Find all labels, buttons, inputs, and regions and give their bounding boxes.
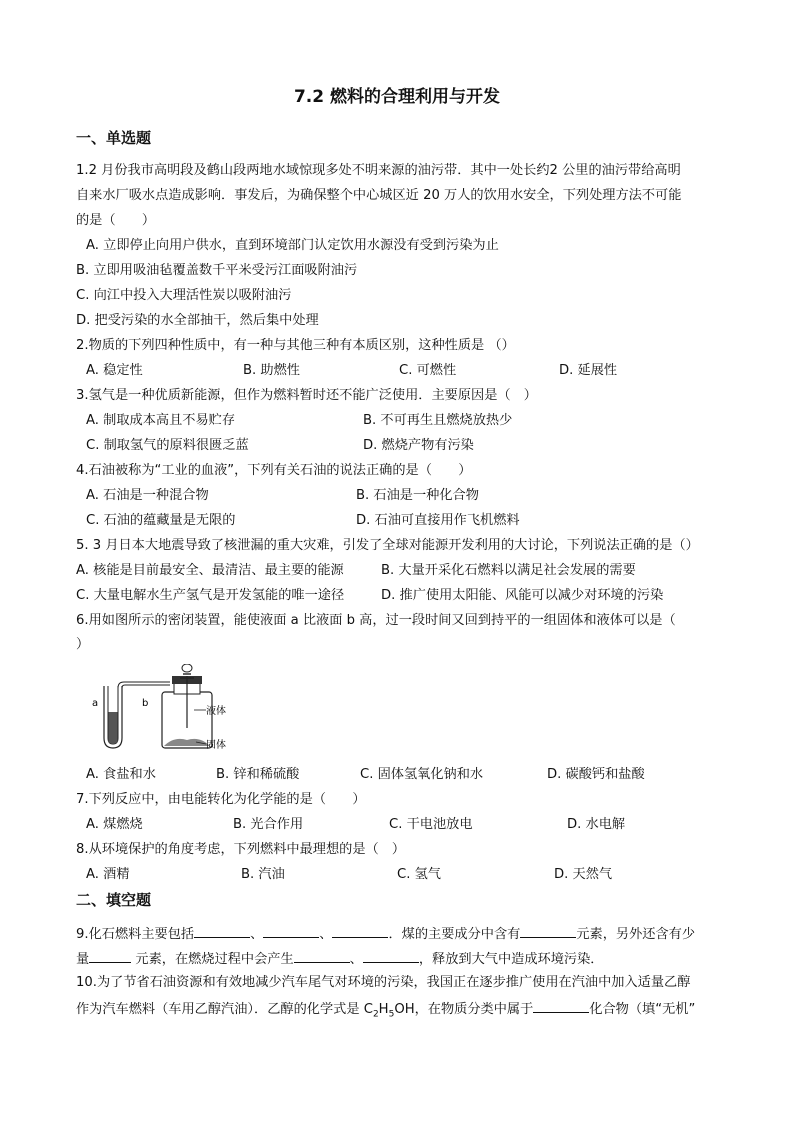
q2-option-b: B. 助燃性 [243,363,300,378]
q6-stem-line2: ） [76,637,90,652]
q9-text-2: ．煤的主要成分中含有 [388,927,521,942]
q6-option-d: D. 碳酸钙和盐酸 [547,767,645,782]
q7-option-c: C. 干电池放电 [389,817,473,832]
u-tube-apparatus-figure [84,664,244,754]
q1-option-b: B. 立即用吸油毡覆盖数千平米受污江面吸附油污 [76,263,358,278]
q9-blank-3[interactable] [332,924,388,938]
q9-blank-5[interactable] [89,949,131,963]
fig-label-solid: 固体 [206,740,226,751]
q10-blank-1[interactable] [533,999,589,1013]
q9-line2 [76,949,603,969]
q10-line2 [76,999,695,1024]
q7-option-d: D. 水电解 [567,817,626,832]
page-title: 7.2 燃料的合理利用与开发 [293,87,501,107]
q10-sub-2: 2 [372,1009,379,1020]
q5-option-c: C. 大量电解水生产氢气是开发氢能的唯一途径 [76,588,345,603]
q3-option-d: D. 燃烧产物有污染 [363,438,474,453]
q3-option-c: C. 制取氢气的原料很匮乏蓝 [86,438,249,453]
q10-sub-5: 5 [388,1009,395,1020]
q9-blank-2[interactable] [263,924,319,938]
q7-option-b: B. 光合作用 [233,817,304,832]
q6-option-c: C. 固体氢氧化钠和水 [360,767,484,782]
q2-stem: 2.物质的下列四种性质中，有一种与其他三种有本质区别，这种性质是 （） [76,338,515,353]
q7-stem: 7.下列反应中，由电能转化为化学能的是（ ） [76,792,366,807]
q2-option-d: D. 延展性 [559,363,618,378]
q9-line1 [76,924,695,944]
q9-text-1: 9.化石燃料主要包括 [76,927,195,942]
q9-blank-1[interactable] [194,924,250,938]
q9-sep-1: 、 [250,927,264,942]
q8-option-c: C. 氢气 [397,867,441,882]
q9-sep-3: 、 [349,952,363,967]
q7-option-a: A. 煤燃烧 [86,817,143,832]
q10-text-2: OH，在物质分类中属于 [394,1002,534,1017]
q4-option-d: D. 石油可直接用作飞机燃料 [356,513,520,528]
q4-option-c: C. 石油的蕴藏量是无限的 [86,513,236,528]
q1-option-d: D. 把受污染的水全部抽干，然后集中处理 [76,313,319,328]
q5-stem: 5. 3 月日本大地震导致了核泄漏的重大灾难，引发了全球对能源开发利用的大讨论，下列说法正确的是（） [76,538,699,553]
q9-blank-7[interactable] [363,949,419,963]
q1-stem-line3: 的是（ ） [76,213,156,228]
q4-stem: 4.石油被称为“工业的血液”，下列有关石油的说法正确的是（ ） [76,463,472,478]
q9-text-4: 量 [76,952,90,967]
q4-option-a: A. 石油是一种混合物 [86,488,209,503]
q3-stem: 3.氢气是一种优质新能源，但作为燃料暂时还不能广泛使用．主要原因是（ ） [76,388,537,403]
q9-blank-4[interactable] [520,924,576,938]
q1-stem-line1: 1.2 月份我市高明段及鹤山段两地水域惊现多处不明来源的油污带．其中一处长约2 公里的油污带给高明 [76,163,681,178]
q8-option-a: A. 酒精 [86,867,130,882]
q4-option-b: B. 石油是一种化合物 [356,488,479,503]
q10-text-3: 化合物（填“无机” [589,1002,696,1017]
section-fill-in: 二、填空题 [76,891,152,909]
q10-h: H [378,1002,389,1017]
q2-option-c: C. 可燃性 [399,363,457,378]
q8-option-d: D. 天然气 [554,867,613,882]
q5-option-b: B. 大量开采化石燃料以满足社会发展的需要 [381,563,636,578]
q8-option-b: B. 汽油 [241,867,285,882]
q3-option-b: B. 不可再生且燃烧放热少 [363,413,513,428]
q5-option-d: D. 推广使用太阳能、风能可以减少对环境的污染 [381,588,664,603]
q5-option-a: A. 核能是目前最安全、最清洁、最主要的能源 [76,563,344,578]
q6-option-a: A. 食盐和水 [86,767,156,782]
fig-label-a: a [92,698,99,709]
q9-blank-6[interactable] [294,949,350,963]
q2-option-a: A. 稳定性 [86,363,143,378]
fig-label-b: b [142,698,149,709]
q1-stem-line2: 自来水厂吸水点造成影响．事发后，为确保整个中心城区近 20 万人的饮用水安全，下列处理方法不可能 [76,188,682,203]
section-single-choice: 一、单选题 [76,129,152,147]
q9-text-3: 元素，另外还含有少 [576,927,696,942]
q1-option-c: C. 向江中投入大理活性炭以吸附油污 [76,288,292,303]
q8-stem: 8.从环境保护的角度考虑，下列燃料中最理想的是（ ） [76,842,406,857]
q6-option-b: B. 锌和稀硫酸 [216,767,300,782]
q9-text-6: ，释放到大气中造成环境污染． [418,952,604,967]
q9-sep-2: 、 [319,927,333,942]
q6-stem-line1: 6.用如图所示的密闭装置，能使液面 a 比液面 b 高，过一段时间又回到持平的一组固体和液体可以是（ [76,613,676,628]
q9-text-5: 元素，在燃烧过程中会产生 [131,952,294,967]
q10-line1: 10.为了节省石油资源和有效地减少汽车尾气对环境的污染，我国正在逐步推广使用在汽油中加入适量乙醇 [76,975,691,990]
fig-label-liquid: 液体 [206,706,226,717]
q1-option-a: A. 立即停止向用户供水，直到环境部门认定饮用水源没有受到污染为止 [86,238,499,253]
q3-option-a: A. 制取成本高且不易贮存 [86,413,236,428]
q10-text-1: 作为汽车燃料（车用乙醇汽油）．乙醇的化学式是 C [76,1002,373,1017]
